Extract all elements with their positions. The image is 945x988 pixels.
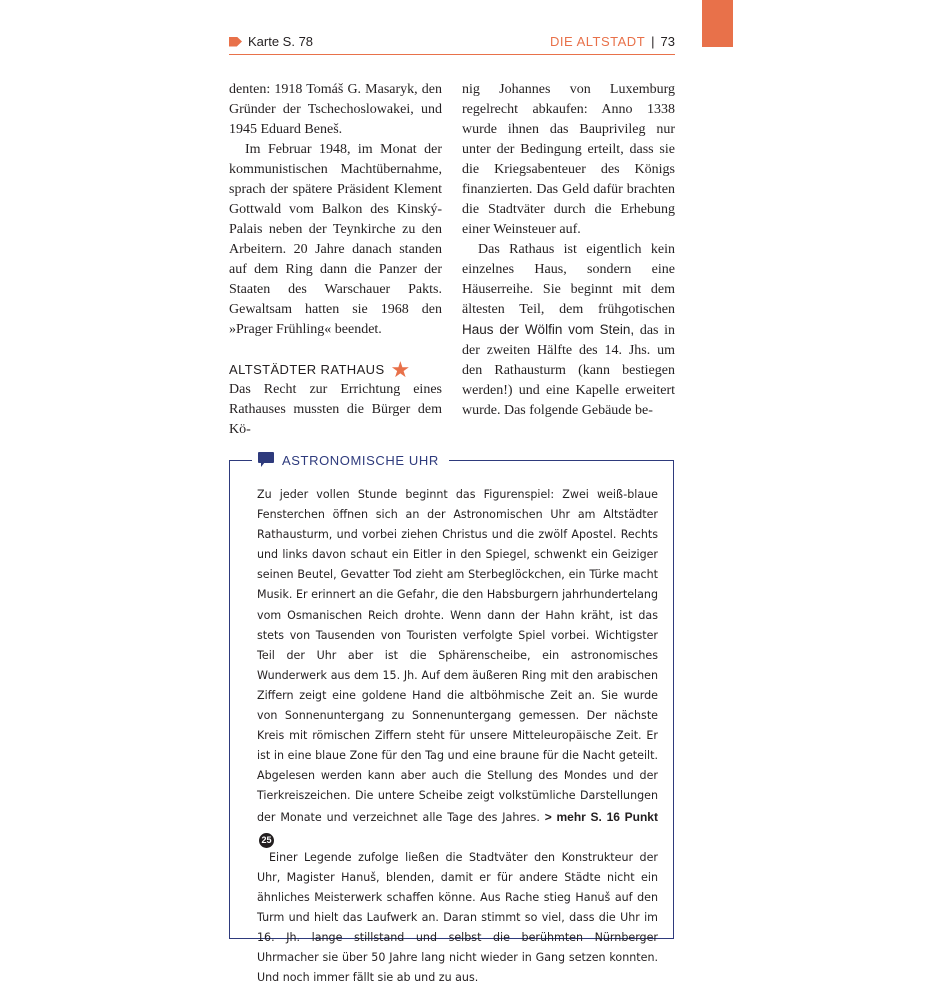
paragraph-text: Zu jeder vollen Stunde beginnt das Figurenspiel: Zwei weiß-blaue Fensterchen öffnen sich an der Astronomischen Uhr am Altstädter Rathausturm, und vorbei ziehen Christus und die zwölf Apostel. Rechts und links davon schaut ein Eitler in den Spiegel, schwenkt ein Geiziger seinen Beutel, Gevatter Tod zieht am Sterbeglöckchen, ein Türke macht Musik. Er erinnert an die Gefahr, die den Habsburgern jahrhundertelang vom Osmanischen Reich drohte. Wenn dann der Hahn kräht, ist das stets von Tausenden von Touristen verfolgte Spiel vorbei. Wichtigster Teil der Uhr aber ist die Sphärenscheibe, ein astronomisches Wunderwerk aus dem 15. Jh. Auf dem äußeren Ring mit den arabischen Ziffern zeigt eine goldene Hand die altböhmische Zeit an. Sie wurde von Sonnenuntergang zu Sonnenuntergang gemessen. Der nächste Kreis mit römischen Ziffern steht für unsere Mitteleuropäische Zeit. Er ist in eine blaue Zone für den Tag und eine braune für die Nacht geteilt. Abgelesen werden kann aber auch die Stellung des Mondes und der Tierkreiszeichen. Die untere Scheibe zeigt volkstümliche Darstellungen der Monate und verzeichnet alle Tage des Jahres.: [257, 488, 658, 824]
arrow-icon: [229, 37, 242, 47]
header-separator: |: [651, 34, 655, 49]
point-number-badge: 25: [259, 833, 274, 848]
header-rule: [229, 54, 675, 55]
paragraph-text: Das Rathaus ist eigentlich kein einzelnes Haus, sondern eine Häuserreihe. Sie beginnt mit dem ältesten Teil, dem frühgotischen: [462, 242, 675, 317]
page-header: [229, 34, 675, 54]
paragraph: nig Johannes von Luxemburg regelrecht abkaufen: Anno 1338 wurde ihnen das Bauprivileg nur unter der Bedingung erteilt, dass sie die Kriegsabenteuer des Königs finanzierten. Das Geld dafür brachten die Stadtväter durch die Erhebung einer Weinsteuer auf.: [462, 82, 675, 237]
paragraph: [257, 485, 658, 848]
text-column-right: [462, 80, 675, 421]
paragraph: denten: 1918 Tomáš G. Masaryk, den Gründer der Tschechoslowakei, und 1945 Eduard Beneš.: [229, 82, 442, 137]
paragraph: Das Recht zur Errichtung eines Rathauses mussten die Bürger dem Kö-: [229, 382, 442, 437]
sight-name: Haus der Wölfin vom Stein,: [462, 322, 635, 337]
map-reference[interactable]: [229, 34, 313, 49]
subheading-text: ALTSTÄDTER RATHAUS: [229, 362, 385, 377]
cross-reference-link[interactable]: > mehr S. 16 Punkt: [544, 809, 658, 824]
page-number: 73: [660, 34, 675, 49]
info-box-body: [257, 485, 658, 988]
info-box-title: [252, 451, 449, 469]
text-column-left: [229, 80, 442, 440]
chapter-color-tab: [702, 0, 733, 47]
speech-bubble-icon: [258, 452, 274, 468]
paragraph: Einer Legende zufolge ließen die Stadtväter den Konstrukteur der Uhr, Magister Hanuš, blenden, damit er für andere Städte nicht ein ähnliches Meisterwerk schaffen könne. Aus Rache stieg Hanuš auf den Turm und hielt das Laufwerk an. Daran stimmt so viel, dass die Uhr im 16. Jh. lange stillstand und selbst die berühmten Nürnberger Uhrmacher sie über 50 Jahre lang nicht wieder in Gang setzen konnten. Und noch immer fällt sie ab und zu aus.: [257, 850, 658, 985]
section-title: DIE ALTSTADT: [550, 34, 646, 49]
star-icon: ★: [390, 357, 411, 382]
paragraph: Im Februar 1948, im Monat der kommunistischen Machtübernahme, sprach der spätere Präsident Klement Gottwald vom Balkon des Kinský-Palais neben der Teynkirche zu den Arbeitern. 20 Jahre danach standen auf dem Ring dann die Panzer der Staaten des Warschauer Pakts. Gewaltsam hatten sie 1968 den »Prager Frühling« beendet.: [229, 142, 442, 337]
running-head: [550, 34, 675, 49]
info-box-title-text: ASTRONOMISCHE UHR: [282, 452, 439, 468]
paragraph: [462, 240, 675, 421]
paragraph-text: das in der zweiten Hälfte des 14. Jhs. um den Rathausturm (kann bestiegen werden!) und eine Kapelle erweitert wurde. Das folgende Gebäude be-: [462, 323, 676, 418]
subheading: [229, 357, 442, 382]
map-reference-label: Karte S. 78: [248, 34, 314, 49]
